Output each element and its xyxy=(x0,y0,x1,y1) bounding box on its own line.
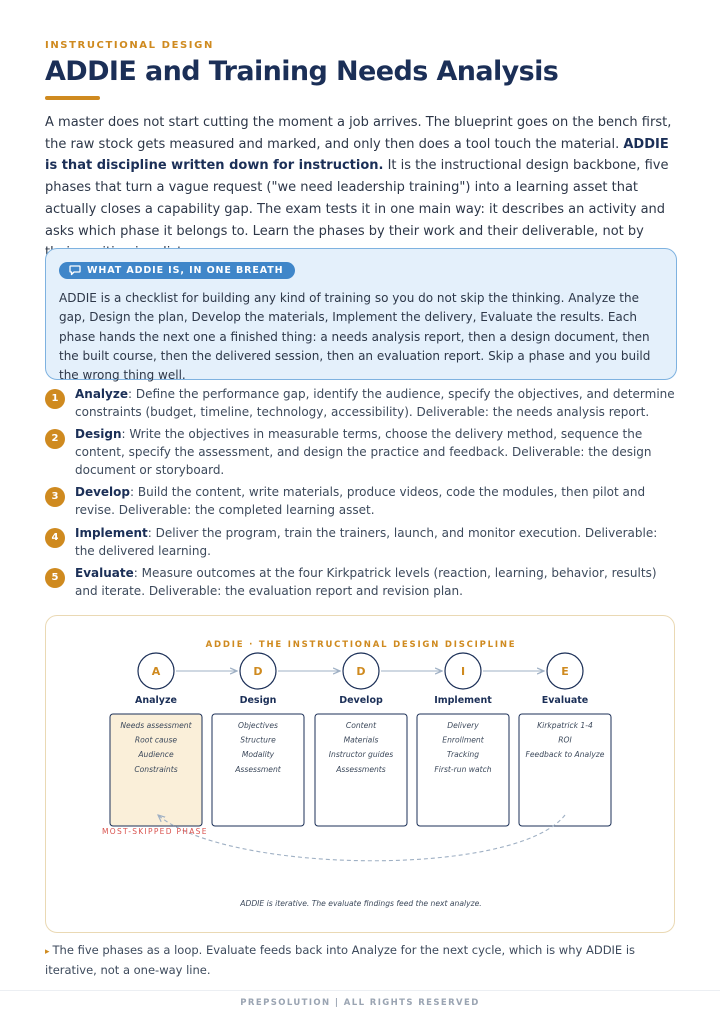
most-skipped-note: MOST-SKIPPED PHASE xyxy=(102,827,208,836)
phase-box-item: Feedback to Analyze xyxy=(525,750,605,760)
phase-box-item: ROI xyxy=(558,735,572,745)
speech-bubble-icon xyxy=(69,265,81,276)
phase-box-item: Objectives xyxy=(238,721,278,730)
addie-callout xyxy=(45,248,677,383)
phase-box-item: Modality xyxy=(241,750,275,760)
intro-text-2: It is the instructional design backbone, five phases that turn a vague request ("we need leadership training") into a learning asset that actually closes a capability gap. The exam tests it in one main way: it describes an activity and asks which phase it belongs to. Learn the phases by their work and their deliverable, not by xyxy=(45,158,669,239)
phase-box-item: Constraints xyxy=(134,764,178,774)
phase-letter: D xyxy=(253,665,263,678)
phase-item-design xyxy=(45,425,677,479)
phase-label: Design xyxy=(239,695,277,706)
phase-name: Analyze xyxy=(75,387,128,401)
phase-box-item: Materials xyxy=(343,735,379,745)
phase-box xyxy=(519,714,611,826)
phase-box-item: Tracking xyxy=(446,750,480,760)
phase-number-badge: 3 xyxy=(45,487,65,507)
addie-diagram xyxy=(45,615,675,933)
title-underline xyxy=(45,96,100,100)
phase-description: : Measure outcomes at the four Kirkpatrick levels (reaction, learning, behavior, results) and iterate. Deliverable: the evaluation report and revision plan. xyxy=(75,566,657,598)
phase-name: Implement xyxy=(75,526,148,540)
callout-label-pill xyxy=(59,262,295,279)
page-title: ADDIE and Training Needs Analysis xyxy=(45,56,559,87)
phase-box-item: Kirkpatrick 1-4 xyxy=(537,721,593,730)
phase-name: Design xyxy=(75,427,122,441)
diagram-footnote: ADDIE is iterative. The evaluate findings feed the next analyze. xyxy=(240,899,482,908)
phase-box-item: Content xyxy=(345,721,377,730)
phase-item-develop xyxy=(45,483,677,519)
phase-label: Develop xyxy=(339,695,383,706)
figure-caption xyxy=(45,941,677,979)
phase-name: Develop xyxy=(75,485,131,499)
phase-box-item: Assessment xyxy=(235,764,281,774)
phase-name: Evaluate xyxy=(75,566,134,580)
phase-box-item: Assessments xyxy=(336,764,386,774)
phase-label: Evaluate xyxy=(541,695,589,706)
caption-text: The five phases as a loop. Evaluate feeds back into Analyze for the next cycle, which is why ADDIE is iterative, not a one-way line. xyxy=(45,943,636,977)
phase-list xyxy=(45,385,677,600)
phase-description: : Build the content, write materials, produce videos, code the modules, then pilot and revise. Deliverable: the completed learning asset. xyxy=(75,485,646,517)
page-footer: PREPSOLUTION | ALL RIGHTS RESERVED xyxy=(240,998,480,1008)
phase-description: : Write the objectives in measurable terms, choose the delivery method, sequence the content, specify the assessment, and design the practice and feedback. Deliverable: the design document or storyboard. xyxy=(75,427,652,477)
phase-box-item: First-run watch xyxy=(434,764,492,774)
phase-number-badge: 5 xyxy=(45,568,65,588)
intro-text-1: A master does not start cutting the moment a job arrives. The blueprint goes on the bench first, the raw stock gets measured and marked, and only then does a tool touch the material. xyxy=(45,115,672,152)
caption-marker: ▸ xyxy=(45,947,50,957)
phase-description: : Define the performance gap, identify the audience, specify the objectives, and determine constraints (budget, timeline, technology, accessibility). Deliverable: the needs analysis report. xyxy=(75,387,675,419)
addie-diagram-svg xyxy=(46,616,676,934)
phase-number-badge: 2 xyxy=(45,429,65,449)
phase-box-item: Root cause xyxy=(134,735,178,745)
phase-box-item: Enrollment xyxy=(442,735,484,745)
phase-letter: I xyxy=(460,665,466,678)
diagram-title: ADDIE · THE INSTRUCTIONAL DESIGN DISCIPLINE xyxy=(205,640,517,650)
phase-label: Analyze xyxy=(135,695,177,706)
phase-letter: A xyxy=(151,665,161,678)
phase-box-item: Audience xyxy=(138,750,174,760)
phase-box-item: Instructor guides xyxy=(328,750,394,760)
phase-letter: D xyxy=(356,665,366,678)
phase-number-badge: 4 xyxy=(45,528,65,548)
phase-box-item: Delivery xyxy=(447,721,479,730)
phase-item-analyze xyxy=(45,385,677,421)
footer-divider xyxy=(0,990,720,991)
callout-label: WHAT ADDIE IS, IN ONE BREATH xyxy=(87,265,284,276)
intro-paragraph xyxy=(45,112,677,264)
phase-item-evaluate xyxy=(45,564,677,600)
phase-box-item: Needs assessment xyxy=(120,721,192,730)
section-kicker: INSTRUCTIONAL DESIGN xyxy=(45,40,214,51)
intro-emphasis: ADDIE is that discipline written down for instruction. xyxy=(45,136,669,174)
phase-item-implement xyxy=(45,524,677,560)
phase-number-badge: 1 xyxy=(45,389,65,409)
phase-label: Implement xyxy=(434,695,492,706)
phase-description: : Deliver the program, train the trainers, launch, and monitor execution. Deliverable: the delivered learning. xyxy=(75,526,658,558)
phase-box-item: Structure xyxy=(240,735,276,745)
phase-letter: E xyxy=(561,665,569,678)
callout-body: ADDIE is a checklist for building any kind of training so you do not skip the thinking. Analyze the gap, Design the plan, Develop the materials, Implement the delivery, Evaluate the results. Each phase hands the next one a finished thing: a needs analysis report, then a design document, then the built course, then the delivered session, then an evaluation report. Skip a phase and you build the wrong thing well. xyxy=(59,291,651,383)
